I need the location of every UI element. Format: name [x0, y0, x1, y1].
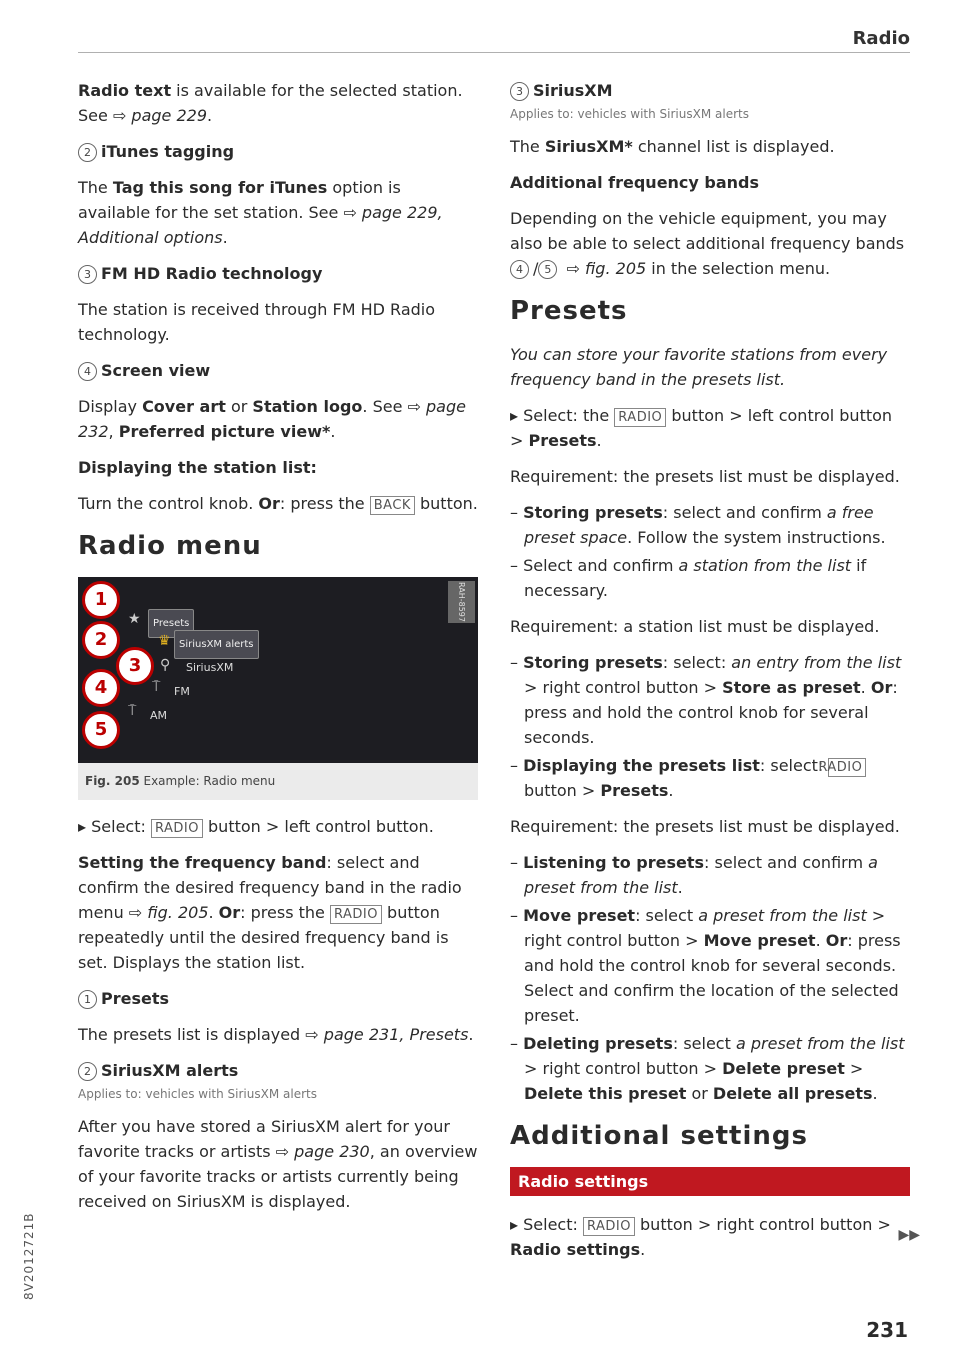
radio-key: RADIO	[330, 905, 382, 924]
requirement: Requirement: the presets list must be displayed.	[510, 467, 900, 486]
paragraph	[78, 1022, 478, 1047]
instruction	[510, 1212, 910, 1262]
text: > right control button >	[524, 1059, 723, 1078]
paragraph	[78, 1114, 478, 1214]
text: .	[815, 931, 826, 950]
radio-key: RADIO	[828, 758, 866, 777]
paragraph	[78, 850, 478, 975]
heading-text: Screen view	[101, 361, 211, 380]
header-rule	[78, 52, 910, 53]
satellite-icon: ⚲	[160, 657, 171, 673]
number-badge: 3	[78, 265, 97, 284]
text: button > left control button.	[202, 817, 434, 836]
subheading-display-list: Displaying the station list:	[78, 458, 317, 477]
applies-note: Applies to: vehicles with SiriusXM alerts	[78, 1087, 317, 1101]
text: : select and confirm	[662, 503, 827, 522]
paragraph	[78, 394, 478, 444]
list-item	[510, 553, 910, 603]
italic-term: a preset from the list	[735, 1034, 905, 1053]
text: if necessary.	[524, 556, 867, 600]
text: or	[225, 397, 253, 416]
subheading-fmhd	[78, 261, 478, 286]
text: channel list is displayed.	[632, 137, 835, 156]
continue-arrow-icon: ▶▶	[898, 1227, 920, 1243]
right-column	[510, 78, 910, 1273]
paragraph	[78, 78, 478, 128]
siriusxm-alerts-tag: SiriusXM alerts	[174, 630, 259, 659]
text: .	[208, 903, 219, 922]
bold-term: Storing presets	[523, 653, 663, 672]
subheading-presets	[78, 986, 478, 1011]
section-heading-additional-settings: Additional settings	[510, 1121, 808, 1151]
text: : select and confirm the desired frequency band in the radio menu	[78, 853, 462, 922]
am-label: AM	[150, 709, 168, 722]
text: button >	[524, 781, 601, 800]
heading-text: Presets	[101, 989, 170, 1008]
text: .	[640, 1240, 646, 1259]
bold-term: Move preset	[523, 906, 636, 925]
text: : select:	[759, 756, 829, 775]
text: > right control button >	[524, 678, 723, 697]
text: : press the	[279, 494, 370, 513]
text: ▸ Select:	[510, 1215, 583, 1234]
bold-term: SiriusXM*	[544, 137, 633, 156]
text: ,	[108, 422, 119, 441]
heading-text: SiriusXM	[533, 81, 613, 100]
text: The	[78, 178, 113, 197]
text: , an overview of your favorite tracks or artists currently being received on SiriusXM is displayed.	[78, 1142, 478, 1211]
bold-term: Displaying the presets list	[523, 756, 760, 775]
number-badge: 4	[78, 362, 97, 381]
bold-term: Or	[218, 903, 241, 922]
list-item	[510, 500, 910, 550]
bold-term: Store as preset	[722, 678, 861, 697]
paragraph	[78, 814, 478, 839]
text: button > right control button >	[634, 1215, 891, 1234]
bold-term: Or	[825, 931, 848, 950]
bold-term: Station logo	[252, 397, 363, 416]
text: –	[510, 503, 524, 522]
bold-term: Delete all presets	[712, 1084, 873, 1103]
subheading-frequency-bands: Additional frequency bands	[510, 173, 760, 192]
bold-term: Deleting presets	[523, 1034, 673, 1053]
subheading-screen-view	[78, 358, 478, 383]
page-link[interactable]: ⇨ page 229	[112, 106, 208, 125]
number-badge: 5	[538, 260, 557, 279]
callout-badge-1: 1	[82, 581, 120, 619]
running-header: Radio	[852, 28, 910, 49]
figure-number: Fig. 205	[85, 774, 140, 788]
italic-term: a preset from the list	[698, 906, 867, 925]
text: Depending on the vehicle equipment, you may also be able to select additional frequency bands	[510, 209, 905, 253]
text: –	[510, 756, 524, 775]
text: The presets list is displayed	[78, 1025, 306, 1044]
text: .	[668, 781, 674, 800]
section-heading-presets: Presets	[510, 296, 628, 326]
text: : press the	[240, 903, 330, 922]
number-badge: 2	[78, 1062, 97, 1081]
bold-term: Delete this preset	[524, 1084, 687, 1103]
italic-term: a free preset space	[524, 503, 874, 547]
list-item	[510, 650, 910, 750]
presets-tag: Presets	[148, 609, 194, 638]
heading-text: iTunes tagging	[101, 142, 235, 161]
bold-term: Or	[870, 678, 893, 697]
subheading-siriusxm-alerts	[78, 1058, 478, 1083]
text: .	[207, 106, 213, 125]
bold-term: Storing presets	[523, 503, 663, 522]
text: in the selection menu.	[646, 259, 831, 278]
paragraph: The station is received through FM HD Radio technology.	[78, 300, 436, 344]
antenna-icon: ⍑	[128, 703, 137, 719]
text: – Select and confirm	[510, 556, 679, 575]
text: is available for the selected station. See	[78, 81, 463, 125]
text: /	[533, 259, 539, 278]
text: Turn the control knob.	[78, 494, 259, 513]
text: .	[860, 678, 871, 697]
callout-badge-5: 5	[82, 711, 120, 749]
bold-term: Cover art	[142, 397, 226, 416]
text: or	[686, 1084, 713, 1103]
page-link[interactable]: ⇨ page 230	[275, 1142, 370, 1161]
bold-term: Radio settings	[510, 1240, 641, 1259]
italic-term: an entry from the list	[731, 653, 902, 672]
list-item	[510, 1031, 910, 1106]
fm-label: FM	[174, 685, 190, 698]
text: : press and hold the control knob for several seconds.	[524, 678, 898, 747]
bold-term: Delete preset	[722, 1059, 845, 1078]
text: –	[510, 906, 524, 925]
text: button repeatedly until the desired frequency band is set. Displays the station list.	[78, 903, 449, 972]
subheading-siriusxm	[510, 78, 910, 103]
section-heading-radio-menu: Radio menu	[78, 531, 262, 561]
number-badge: 1	[78, 990, 97, 1009]
left-column	[78, 78, 478, 1225]
page-link[interactable]: ⇨ page 231, Presets	[305, 1025, 469, 1044]
radio-key: RADIO	[614, 408, 666, 427]
requirement: Requirement: a station list must be displayed.	[510, 617, 880, 636]
instruction	[510, 403, 910, 453]
bold-term: Tag this song for iTunes	[112, 178, 328, 197]
crown-icon: ♛	[158, 633, 171, 649]
radio-key: RADIO	[151, 819, 203, 838]
bold-term: Presets	[600, 781, 669, 800]
text: .	[330, 422, 336, 441]
radio-menu-figure	[78, 577, 478, 763]
text: button > left control button >	[510, 406, 893, 450]
text: . Follow the system instructions.	[627, 528, 886, 547]
paragraph	[510, 134, 910, 159]
text: Display	[78, 397, 143, 416]
text: : select	[672, 1034, 736, 1053]
text: ▸ Select:	[78, 817, 151, 836]
italic-term: a station from the list	[678, 556, 852, 575]
heading-text: SiriusXM alerts	[101, 1061, 239, 1080]
text: >	[844, 1059, 864, 1078]
text: –	[510, 1034, 524, 1053]
number-badge: 4	[510, 260, 529, 279]
figure-caption	[78, 763, 478, 800]
text: : select and confirm	[704, 853, 869, 872]
text: ▸ Select: the	[510, 406, 615, 425]
page-link[interactable]: ⇨ page 232	[78, 397, 466, 441]
paragraph	[78, 491, 478, 516]
text: option is available for the set station. See	[78, 178, 401, 222]
callout-badge-4: 4	[82, 669, 120, 707]
subheading-itunes	[78, 139, 478, 164]
callout-badge-2: 2	[82, 621, 120, 659]
text: > right control button >	[524, 906, 886, 950]
siriusxm-label: SiriusXM	[186, 661, 234, 674]
bold-term: Preferred picture view*	[118, 422, 331, 441]
list-item	[510, 753, 910, 803]
text: .	[677, 878, 683, 897]
bold-term: Presets	[528, 431, 597, 450]
bold-term: Setting the frequency band	[78, 853, 327, 872]
red-section-bar: Radio settings	[510, 1167, 910, 1196]
text: button.	[414, 494, 478, 513]
text: –	[510, 653, 524, 672]
star-icon: ★	[128, 611, 141, 627]
list-item	[510, 850, 910, 900]
list-item	[510, 903, 910, 1028]
fig-link[interactable]: ⇨ fig. 205	[128, 903, 209, 922]
bold-term: Radio text	[78, 81, 172, 100]
antenna-icon: ⍑	[152, 679, 161, 695]
text: .	[468, 1025, 474, 1044]
paragraph	[78, 175, 478, 250]
applies-note: Applies to: vehicles with SiriusXM alerts	[510, 107, 749, 121]
caption-text: Example: Radio menu	[139, 774, 276, 788]
text: .	[222, 228, 228, 247]
text: .	[596, 431, 602, 450]
italic-term: a preset from the list	[524, 853, 878, 897]
requirement: Requirement: the presets list must be displayed.	[510, 817, 900, 836]
figure-code: RAH-8597	[448, 581, 475, 623]
text: . See	[362, 397, 408, 416]
intro-paragraph: You can store your favorite stations from every frequency band in the presets list.	[510, 345, 888, 389]
text: –	[510, 853, 524, 872]
text: : select	[635, 906, 699, 925]
page-number: 231	[866, 1318, 908, 1342]
text: : press and hold the control knob for several seconds. Select and confirm the location of the selected preset.	[524, 931, 901, 1025]
heading-text: FM HD Radio technology	[101, 264, 323, 283]
radio-key: RADIO	[583, 1217, 635, 1236]
number-badge: 2	[78, 143, 97, 162]
bold-term: Listening to presets	[523, 853, 705, 872]
bold-term: Move preset	[703, 931, 816, 950]
back-key: BACK	[370, 496, 415, 515]
page-link[interactable]: ⇨ page 229, Additional options	[78, 203, 443, 247]
callout-badge-3: 3	[116, 647, 154, 685]
number-badge: 3	[510, 82, 529, 101]
fig-link[interactable]: ⇨ fig. 205	[561, 259, 647, 278]
text: The	[510, 137, 545, 156]
text: After you have stored a SiriusXM alert for your favorite tracks or artists	[78, 1117, 450, 1161]
bold-term: Or	[258, 494, 280, 513]
paragraph	[510, 206, 910, 281]
document-code: 8V2012721B	[22, 1212, 36, 1300]
text: .	[872, 1084, 878, 1103]
text: : select:	[662, 653, 732, 672]
